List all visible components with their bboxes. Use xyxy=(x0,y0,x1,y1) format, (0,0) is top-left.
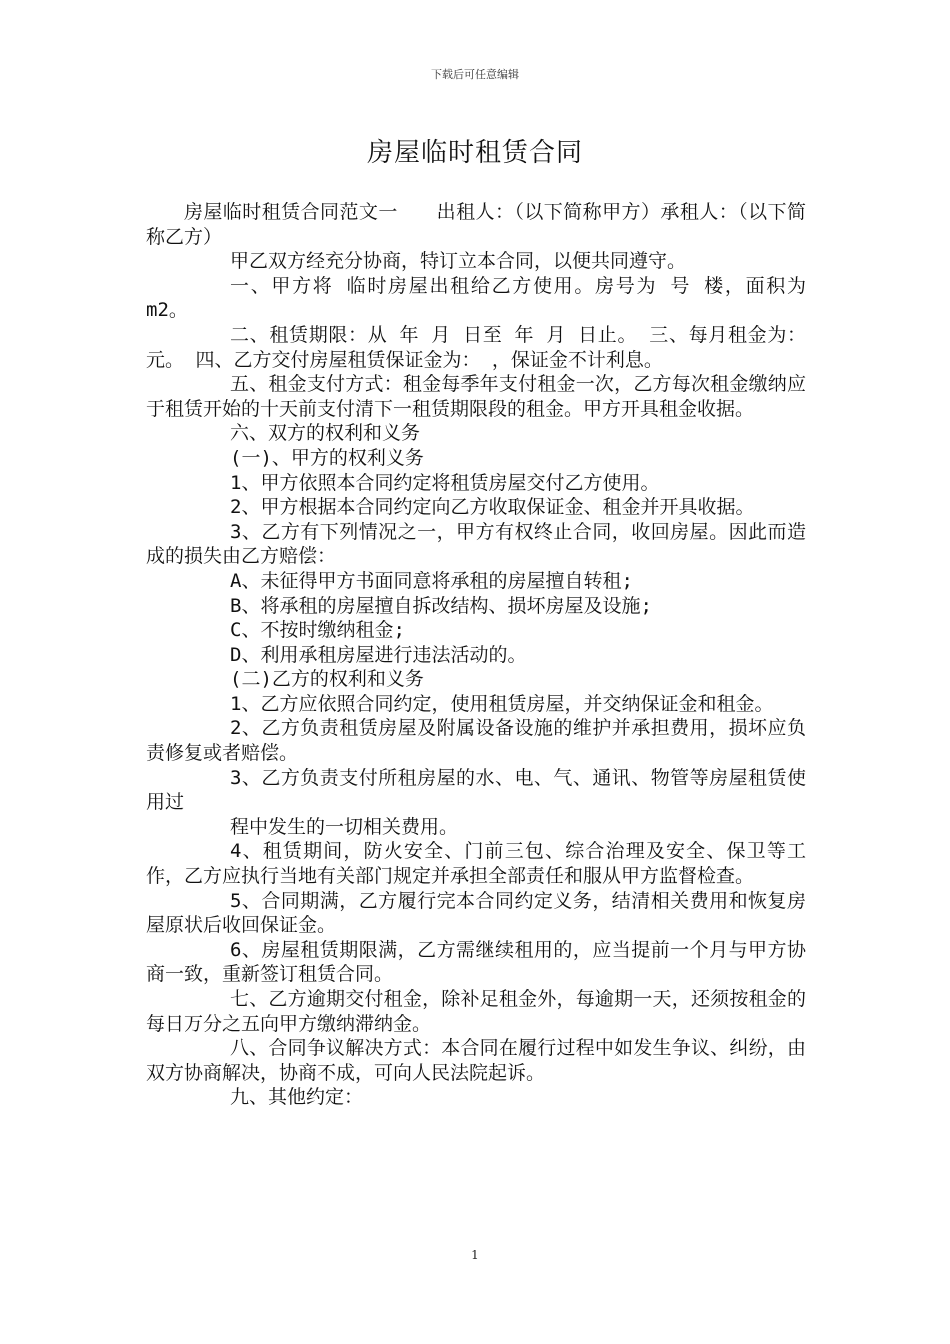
paragraph: 甲乙双方经充分协商，特订立本合同，以便共同遵守。 xyxy=(230,250,687,273)
subsection-heading: (二)乙方的权利和义务 xyxy=(230,668,424,691)
paragraph: 五、租金支付方式：租金每季年支付租金一次，乙方每次租金缴纳应于租赁开始的十天前支付清下一租赁期限段的租金。甲方开具租金收据。 xyxy=(146,373,806,420)
list-item: A、未征得甲方书面同意将承租的房屋擅自转租; xyxy=(230,569,633,592)
page-number: 1 xyxy=(471,1248,479,1262)
section-heading: 六、双方的权利和义务 xyxy=(230,422,421,445)
paragraph: 一、甲方将 临时房屋出租给乙方使用。房号为 号 楼，面积为 m2。 xyxy=(146,274,806,322)
paragraph: 2、乙方负责租赁房屋及附属设备设施的维护并承担费用，损坏应负责修复或者赔偿。 xyxy=(146,717,806,765)
paragraph: 6、房屋租赁期限满，乙方需继续租用的，应当提前一个月与甲方协商一致，重新签订租赁合同。 xyxy=(146,938,806,986)
paragraph: 5、合同期满，乙方履行完本合同约定义务，结清相关费用和恢复房屋原状后收回保证金。 xyxy=(146,889,806,937)
paragraph: 程中发生的一切相关费用。 xyxy=(230,815,459,838)
paragraph: 3、乙方负责支付所租房屋的水、电、气、通讯、物管等房屋租赁使用过 xyxy=(146,766,806,814)
paragraph: 二、租赁期限：从 年 月 日至 年 月 日止。 三、每月租金为： 元。 四、乙方交付房屋租赁保证金为： ，保证金不计利息。 xyxy=(146,323,806,371)
paragraph: 2、甲方根据本合同约定向乙方收取保证金、租金并开具收据。 xyxy=(230,496,755,519)
document-title: 房屋临时租赁合同 xyxy=(366,138,583,168)
document-body xyxy=(146,200,806,1110)
list-item: D、利用承租房屋进行违法活动的。 xyxy=(230,643,527,666)
list-item: C、不按时缴纳租金; xyxy=(230,619,405,642)
paragraph: 1、甲方依照本合同约定将租赁房屋交付乙方使用。 xyxy=(230,471,660,494)
paragraph: 九、其他约定： xyxy=(230,1086,364,1109)
paragraph: 七、乙方逾期交付租金，除补足租金外，每逾期一天，还须按租金的每日万分之五向甲方缴纳滞纳金。 xyxy=(146,988,806,1035)
paragraph: 3、乙方有下列情况之一，甲方有权终止合同，收回房屋。因此而造成的损失由乙方赔偿： xyxy=(146,520,806,568)
paragraph: 1、乙方应依照合同约定，使用租赁房屋，并交纳保证金和租金。 xyxy=(230,692,774,715)
list-item: B、将承租的房屋擅自拆改结构、损坏房屋及设施; xyxy=(230,594,652,617)
subsection-heading: (一)、甲方的权利义务 xyxy=(230,446,424,469)
paragraph: 4、租赁期间，防火安全、门前三包、综合治理及安全、保卫等工作，乙方应执行当地有关部门规定并承担全部责任和服从甲方监督检查。 xyxy=(146,840,806,888)
paragraph: 八、合同争议解决方式：本合同在履行过程中如发生争议、纠纷，由双方协商解决，协商不成，可向人民法院起诉。 xyxy=(146,1037,806,1084)
paragraph-intro: 房屋临时租赁合同范文一 出租人：（以下简称甲方）承租人：（以下简称乙方） xyxy=(146,201,806,248)
page-header: 下载后可任意编辑 xyxy=(431,68,519,81)
